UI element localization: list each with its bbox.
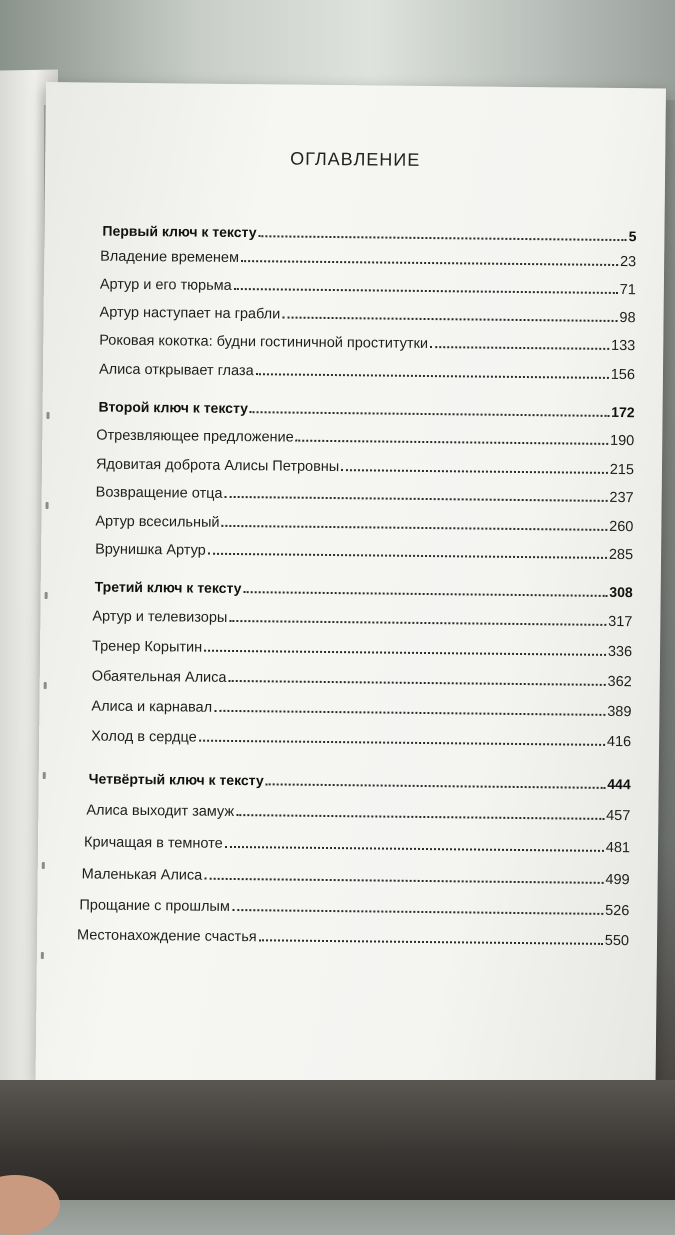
toc-dot-leader [224,496,607,502]
toc-dot-leader [430,346,609,350]
toc-entry [100,305,636,327]
toc-entry [96,485,634,507]
toc-entry-title: Обаятельная Алиса [91,668,227,686]
toc-entry-page-number: 190 [609,432,635,450]
toc-entry-title: Второй ключ к тексту [98,398,249,417]
toc-dot-leader [229,620,606,626]
toc-dot-leader [228,680,605,686]
toc-entry-title: Алиса выходит замуж [86,802,235,821]
binding-stitch [46,502,49,509]
toc-entry-title: Кричащая в темноте [83,834,223,852]
toc-entry [100,249,636,271]
toc-entry [99,333,635,355]
toc-entry [96,457,634,479]
toc-entry [86,802,630,824]
toc-dot-leader [341,469,608,474]
toc-entry-page-number: 156 [610,366,636,384]
toc-dot-leader [234,288,618,294]
toc-entry-page-number: 260 [609,518,634,536]
toc-dot-leader [259,939,603,945]
toc-dot-leader [243,591,607,597]
toc-entry-page-number: 133 [610,337,636,355]
toc-dot-leader [250,411,609,417]
toc-dot-leader [241,260,618,266]
toc-dot-leader [199,740,605,746]
toc-dot-leader [296,440,608,445]
toc-part-heading [99,399,635,422]
toc-part-heading [102,223,636,246]
toc-entry-title: Врунишка Артур [95,541,206,559]
toc-entry [84,834,630,856]
toc-entry-page-number: 550 [604,932,630,950]
binding-stitch [45,592,48,599]
toc-entry-page-number: 215 [609,461,635,479]
toc-entry-page-number: 172 [611,403,635,421]
toc-entry-page-number: 23 [619,254,637,271]
toc-entry-page-number: 389 [607,703,632,721]
toc-entry-title: Тренер Корытин [92,638,203,656]
toc-dot-leader [204,878,603,884]
toc-entry-page-number: 285 [608,546,634,564]
book-page [36,82,666,1088]
binding-stitch [43,772,46,779]
toc-entry [96,428,634,450]
toc-entry [92,669,632,691]
toc-entry-title: Холод в сердце [91,728,197,746]
table-surface [0,1080,675,1200]
toc-entry-title: Роковая кокотка: будни гостиничной проститутки [99,332,429,353]
toc-entry-page-number: 416 [606,733,632,751]
toc-dot-leader [282,316,617,322]
toc-entry [79,897,629,919]
toc-dot-leader [204,650,606,656]
toc-entry-title: Артур наступает на грабли [99,304,281,323]
toc-entry-page-number: 481 [605,839,631,857]
toc-entry-title: Возвращение отца [95,484,223,502]
binding-stitch [42,862,45,869]
toc-entry-page-number: 317 [608,613,633,631]
toc-entry-page-number: 237 [609,489,634,507]
toc-dot-leader [232,909,603,915]
toc-dot-leader [258,235,626,241]
toc-entry-page-number: 499 [605,871,630,889]
toc-entry-title: Прощание с прошлым [79,897,230,915]
toc-entry-page-number: 336 [607,643,633,661]
toc-entry-title: Артур и телевизоры [92,608,228,626]
toc-dot-leader [208,553,607,559]
toc-entry-page-number: 5 [628,228,637,245]
toc-entry-page-number: 526 [605,902,630,920]
toc-entry [99,362,635,384]
toc-entry-page-number: 362 [607,673,632,691]
toc-entry-page-number: 98 [619,310,636,327]
binding-stitch [46,412,49,419]
toc-dot-leader [266,783,606,789]
toc-entry-title: Маленькая Алиса [81,866,203,884]
toc-entry-title: Владение временем [100,248,240,267]
toc-dot-leader [222,525,608,531]
toc-entry-page-number: 71 [619,282,636,299]
toc-entry-title: Третий ключ к тексту [94,578,242,597]
page-title: ОГЛАВЛЕНИЕ [290,148,421,170]
toc-entry-page-number: 457 [606,807,631,825]
toc-entry-title: Артур и его тюрьма [99,276,232,294]
binding-stitch [44,682,47,689]
toc-entry-title: Алиса и карнавал [91,698,213,716]
toc-entry-title: Отрезвляющее предложение [96,427,294,446]
toc-entry-title: Местонахождение счастья [76,927,257,946]
toc-entry [92,639,632,661]
binding-stitch [41,952,44,959]
toc-dot-leader [256,373,609,379]
toc-entry-title: Алиса открывает глаза [98,361,254,380]
toc-entry [91,729,631,751]
toc-entry [95,514,633,536]
toc-part-heading [95,579,633,602]
toc-entry-title: Четвёртый ключ к тексту [88,770,264,789]
toc-dot-leader [225,846,604,852]
toc-part-heading [89,770,631,793]
toc-entry [91,699,631,721]
toc-dot-leader [236,814,604,820]
toc-entry-title: Артур всесильный [95,513,220,531]
toc-entry-page-number: 444 [607,775,631,793]
toc-entry [100,277,636,299]
toc-entry-title: Первый ключ к тексту [102,222,257,241]
toc-entry-page-number: 308 [609,583,633,601]
toc-entry-title: Ядовитая доброта Алисы Петровны [95,456,340,476]
toc-entry [77,927,629,949]
toc-entry [95,542,633,564]
toc-entry [92,609,632,631]
toc-dot-leader [214,710,605,716]
toc-entry [82,866,630,888]
